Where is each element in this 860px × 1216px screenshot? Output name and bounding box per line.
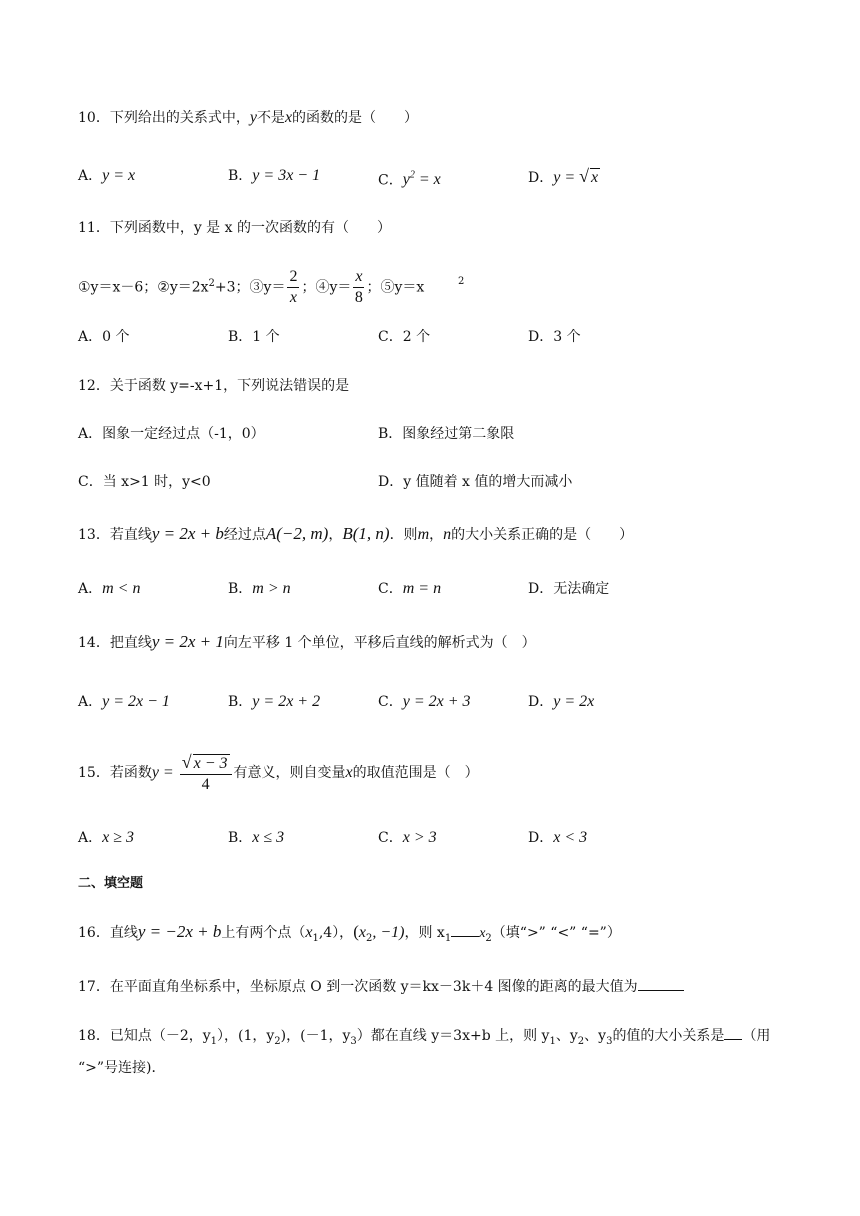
option-expr: y = 2x — [553, 693, 595, 710]
q11-stray-exponent: 2 — [458, 276, 465, 287]
option-label: B． — [228, 830, 253, 846]
q13-line-equation: y = 2x + b — [151, 524, 224, 543]
q16-point1-y: ,4 — [318, 925, 333, 941]
option-label: D． — [528, 830, 554, 846]
q18-text: 、y — [555, 1028, 578, 1044]
subscript: 2 — [577, 1035, 585, 1047]
option-expr: m = n — [402, 580, 442, 597]
option-text: y 值随着 x 值的增大而减小 — [403, 474, 573, 490]
q16-var-x2: x — [479, 926, 486, 941]
q10-stem-text: 10．下列给出的关系式中， — [78, 110, 250, 126]
q15-radicand: x − 3 — [193, 754, 228, 772]
option-label: B． — [228, 329, 253, 345]
option-label: A． — [78, 694, 103, 710]
option-label: B． — [228, 694, 253, 710]
q18-text: 、y — [584, 1028, 607, 1044]
q11-option-c[interactable] — [378, 327, 430, 347]
q14-option-c[interactable] — [378, 692, 471, 712]
q14-line-equation: y = 2x + 1 — [151, 632, 224, 651]
fraction-numerator: x — [353, 267, 364, 288]
option-text: 图象一定经过点（-1，0） — [102, 426, 265, 442]
q18-text: )，(－1，y — [280, 1028, 351, 1044]
section-heading-fill-in: 二、填空题 — [78, 876, 144, 891]
fraction-x-over-8 — [353, 267, 364, 308]
q18-answer-blank[interactable] — [724, 1039, 742, 1040]
q18-stem-line2: “>”号连接)． — [78, 1060, 166, 1076]
q15-option-b[interactable] — [228, 828, 284, 848]
q13-stem — [78, 524, 633, 545]
q13-option-b[interactable] — [228, 579, 291, 599]
option-label: D． — [528, 329, 554, 345]
option-expr: y = 2x + 3 — [402, 693, 471, 710]
option-expr: x > 3 — [402, 829, 437, 846]
subscript: 3 — [350, 1035, 357, 1047]
q10-stem — [78, 108, 418, 128]
q12-option-c[interactable] — [78, 472, 211, 492]
q11-option-a[interactable] — [78, 327, 129, 347]
q18-text: ），(1，y — [217, 1028, 275, 1044]
option-label: D． — [528, 170, 554, 186]
option-label: C． — [378, 329, 403, 345]
q13-option-a[interactable] — [78, 579, 140, 599]
q13-separator: ， — [429, 527, 444, 543]
q15-var-x: x — [345, 764, 353, 781]
option-expr: x < 3 — [553, 829, 588, 846]
paren: ( — [353, 922, 359, 941]
q13-stem-text: ．则 — [389, 527, 418, 543]
q11-items — [78, 262, 424, 310]
q13-stem-text: 的大小关系正确的是（ ） — [451, 527, 634, 543]
q13-var-n: n — [443, 526, 452, 543]
q16-point2-y: , −1) — [372, 924, 405, 941]
q15-y-equals: y = — [151, 764, 178, 781]
q13-var-m: m — [417, 526, 430, 543]
radical-sign: √ — [579, 166, 590, 186]
q16-point2-x: x — [358, 924, 366, 941]
subscript: 2 — [485, 932, 492, 944]
subscript: 2 — [274, 1035, 281, 1047]
q15-option-c[interactable] — [378, 828, 437, 848]
q16-stem — [78, 922, 621, 949]
q18-text: 的值的大小关系是 — [612, 1028, 725, 1044]
q12-stem: 12．关于函数 y=-x+1，下列说法错误的是 — [78, 378, 350, 394]
fraction-numerator: 2 — [287, 267, 299, 288]
option-expr: y = — [553, 169, 580, 186]
option-label: C． — [378, 830, 403, 846]
q15-stem-text: 有意义，则自变量 — [233, 765, 346, 781]
subscript: 1 — [444, 932, 452, 944]
option-label: D． — [378, 474, 404, 490]
q15-option-d[interactable] — [528, 828, 587, 848]
option-label: A． — [78, 581, 103, 597]
subscript: 1 — [210, 1035, 218, 1047]
q16-line-equation: y = −2x + b — [137, 922, 222, 941]
option-label: C． — [378, 581, 403, 597]
option-expr: y = x — [102, 167, 136, 184]
q14-stem — [78, 632, 536, 653]
subscript: 1 — [312, 932, 319, 944]
option-text: 图象经过第二象限 — [402, 426, 515, 442]
option-expr: y = 2x − 1 — [102, 693, 170, 710]
option-expr: y = 3x − 1 — [252, 167, 321, 184]
option-text: 当 x>1 时，y<0 — [102, 474, 211, 490]
q15-stem — [78, 750, 479, 796]
q10-var-y: y — [249, 109, 257, 126]
option-label: A． — [78, 830, 103, 846]
q11-exponent: 2 — [208, 278, 215, 289]
q11-item-text: ；⑤y＝x — [366, 279, 425, 296]
q18-text: 18．已知点（－2，y — [78, 1028, 211, 1044]
option-expr: m < n — [102, 580, 141, 597]
q10-stem-end: 的函数的是（ ） — [292, 110, 419, 126]
option-text: 3 个 — [553, 329, 581, 345]
q11-item-text: +3；③y＝ — [214, 279, 286, 296]
option-expr: y — [402, 171, 410, 189]
q15-stem-text: 的取值范围是（ ） — [352, 765, 479, 781]
q14-option-a[interactable] — [78, 692, 170, 712]
q10-option-b[interactable] — [228, 166, 320, 186]
q15-fraction — [180, 752, 232, 795]
radical-sign: √ — [181, 751, 192, 772]
subscript: 2 — [365, 932, 373, 944]
fraction-2-over-x — [287, 267, 299, 308]
q15-denominator: 4 — [201, 775, 210, 793]
q14-option-d[interactable] — [528, 692, 594, 712]
q14-option-b[interactable] — [228, 692, 320, 712]
option-label: A． — [78, 329, 103, 345]
q14-stem-text: 14．把直线 — [78, 635, 152, 651]
q17-stem-text: 17．在平面直角坐标系中，坐标原点 O 到一次函数 y＝kx－3k＋4 图像的距离的最大值为 — [78, 979, 638, 995]
option-label: C． — [78, 474, 103, 490]
option-text: 1 个 — [252, 329, 280, 345]
subscript: 3 — [606, 1035, 613, 1047]
option-label: A． — [78, 426, 103, 442]
option-expr: m > n — [252, 580, 291, 597]
option-label: B． — [228, 581, 253, 597]
q16-stem-text: 16．直线 — [78, 925, 138, 941]
option-text: 2 个 — [402, 329, 431, 345]
q15-stem-text: 15．若函数 — [78, 765, 152, 781]
q16-stem-text: ）， — [332, 925, 354, 941]
option-expr: x ≤ 3 — [252, 829, 285, 846]
q10-var-x: x — [284, 109, 293, 126]
q13-option-d[interactable] — [528, 579, 609, 599]
option-expr: x ≥ 3 — [102, 829, 135, 846]
q15-option-a[interactable] — [78, 828, 134, 848]
q17-answer-blank[interactable] — [638, 990, 684, 991]
q16-point1-x: x — [305, 924, 313, 941]
option-text: 0 个 — [102, 329, 130, 345]
q16-stem-text: （填“>” “<” “=”） — [491, 925, 621, 941]
q11-item-text: ；④y＝ — [301, 279, 352, 296]
option-radicand: x — [591, 169, 599, 186]
option-label: B． — [228, 168, 253, 184]
fraction-denominator: x — [289, 289, 297, 307]
q14-stem-text: 向左平移 1 个单位，平移后直线的解析式为（ ） — [223, 635, 536, 651]
q11-item-text: ①y＝x－6；②y＝2x — [78, 279, 209, 296]
option-label: A． — [78, 168, 103, 184]
option-label: B． — [378, 426, 403, 442]
option-label: D． — [528, 694, 554, 710]
q12-option-a[interactable] — [78, 424, 265, 444]
q10-option-d[interactable] — [528, 166, 600, 188]
q13-point-b: B(1, n) — [342, 524, 390, 543]
q18-text: ）都在直线 y＝3x+b 上，则 y — [356, 1028, 550, 1044]
q12-option-b[interactable] — [378, 424, 514, 444]
option-label: C． — [378, 172, 403, 189]
q13-separator: ， — [328, 527, 343, 543]
option-expr: y = 2x + 2 — [252, 693, 321, 710]
q16-answer-blank[interactable] — [451, 936, 479, 937]
q10-stem-mid: 不是 — [256, 110, 285, 126]
q13-stem-text: 经过点 — [223, 527, 266, 543]
q10-option-a[interactable] — [78, 166, 135, 186]
option-label: D． — [528, 581, 554, 597]
q18-text: （用 — [742, 1028, 771, 1044]
q11-option-b[interactable] — [228, 327, 280, 347]
q17-stem — [78, 977, 684, 997]
q12-option-d[interactable] — [378, 472, 572, 492]
fraction-denominator: 8 — [354, 289, 363, 307]
q13-point-a: A(−2, m) — [265, 524, 329, 543]
option-text: 无法确定 — [553, 581, 610, 597]
q10-option-c[interactable] — [378, 166, 441, 190]
q13-stem-text: 13．若直线 — [78, 527, 152, 543]
q18-stem-line1 — [78, 1026, 770, 1052]
q11-stem: 11．下列函数中，y 是 x 的一次函数的有（ ） — [78, 220, 391, 236]
q13-option-c[interactable] — [378, 579, 441, 599]
option-expr-rest: = x — [414, 171, 441, 189]
q16-stem-text: 上有两个点（ — [221, 925, 306, 941]
option-exponent: 2 — [409, 170, 415, 181]
option-label: C． — [378, 694, 403, 710]
subscript: 1 — [549, 1035, 556, 1047]
q11-option-d[interactable] — [528, 327, 581, 347]
q16-stem-text: ，则 x — [404, 925, 445, 941]
